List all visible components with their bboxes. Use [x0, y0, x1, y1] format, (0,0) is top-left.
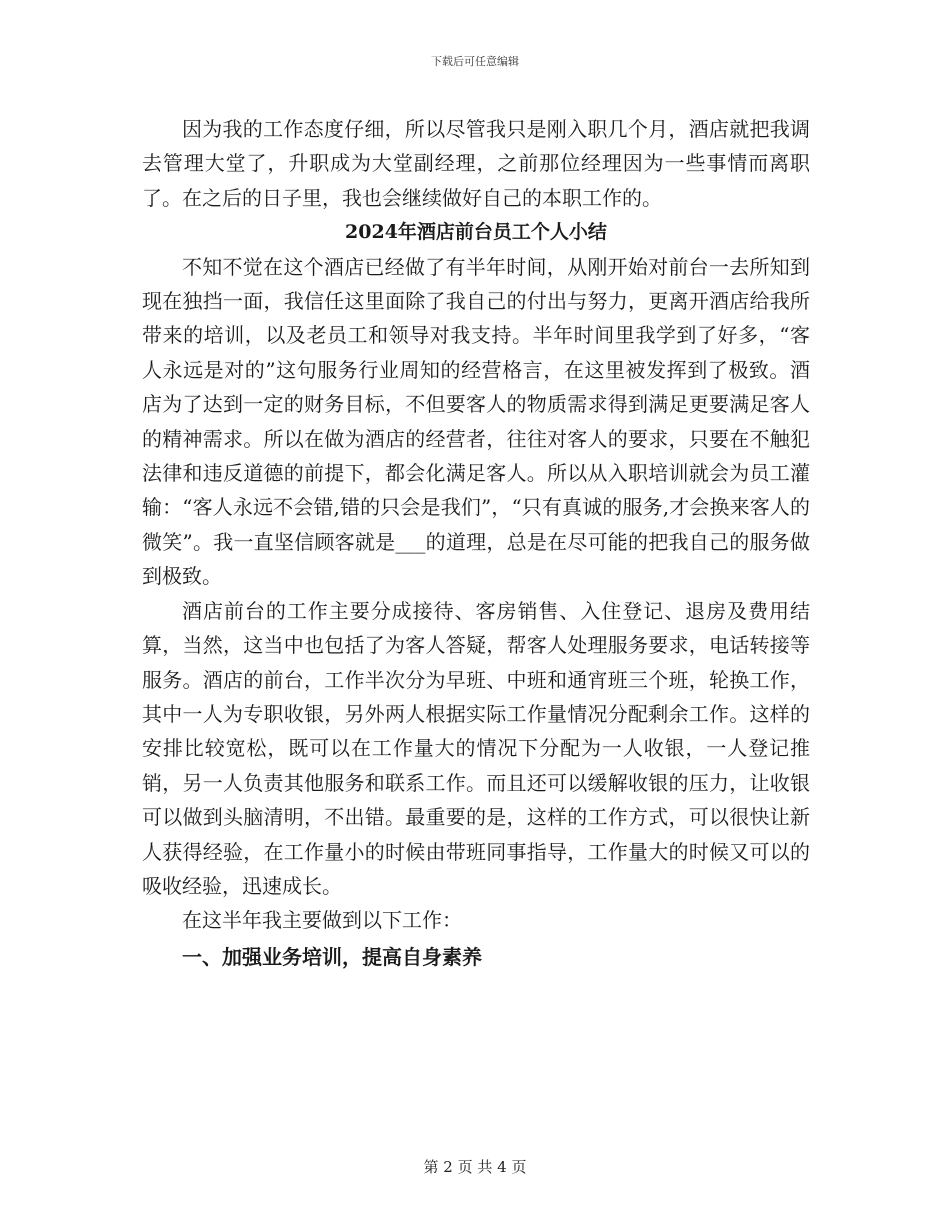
subheading-1: 一、加强业务培训，提高自身素养 — [182, 944, 482, 969]
paragraph-3: 酒店前台的工作主要分成接待、客房销售、入住登记、退房及费用结算，当然，这当中也包括了为客人答疑，帮客人处理服务要求，电话转接等服务。酒店的前台，工作半次分为早班、中班和通宵班三个班，轮换工作，其中一人为专职收银，另外两人根据实际工作量情况分配剩余工作。这样的安排比较宽松，既可以在工作量大的情况下分配为一人收银，一人登记推销，另一人负责其他服务和联系工作。而且还可以缓解收银的压力，让收银可以做到头脑清明，不出错。最重要的是，这样的工作方式，可以很快让新人获得经验，在工作量小的时候由带班同事指导，工作量大的时候又可以的吸收经验，迅速成长。 — [142, 598, 810, 898]
document-body — [142, 112, 810, 974]
paragraph-1: 因为我的工作态度仔细，所以尽管我只是刚入职几个月，酒店就把我调去管理大堂了，升职成为大堂副经理，之前那位经理因为一些事情而离职了。在之后的日子里，我也会继续做好自己的本职工作的。 — [142, 117, 810, 210]
paragraph-4: 在这半年我主要做到以下工作： — [182, 908, 462, 933]
page-number: 第 2 页 共 4 页 — [423, 1158, 527, 1176]
section-title: 2024年酒店前台员工个人小结 — [345, 221, 607, 244]
paragraph-2: 不知不觉在这个酒店已经做了有半年时间，从刚开始对前台一去所知到现在独挡一面，我信任这里面除了我自己的付出与努力，更离开酒店给我所带来的培训，以及老员工和领导对我支持。半年时间里我学到了好多，“客人永远是对的”这句服务行业周知的经营格言，在这里被发挥到了极致。酒店为了达到一定的财务目标，不但要客人的物质需求得到满足更要满足客人的精神需求。所以在做为酒店的经营者，往往对客人的要求，只要在不触犯法律和违反道德的前提下，都会化满足客人。所以从入职培训就会为员工灌输：“客人永远不会错,错的只会是我们”，“只有真诚的服务,才会换来客人的微笑”。我一直坚信顾客就是___的道理，总是在尽可能的把我自己的服务做到极致。 — [142, 254, 810, 589]
page-header-note: 下载后可任意编辑 — [431, 55, 519, 68]
